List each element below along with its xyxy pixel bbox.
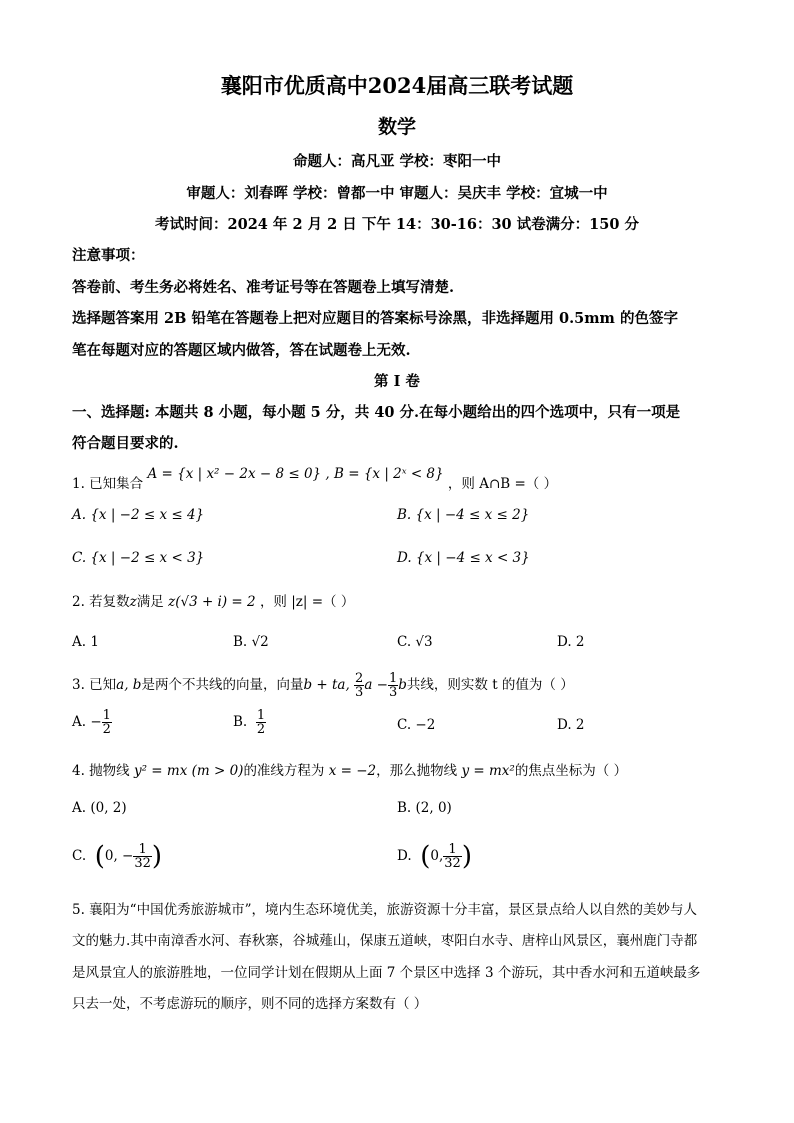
- section-1-line-1: 一、选择题: 本题共 8 小题，每小题 5 分，共 40 分.在每小题给出的四个选项中，只有一项是: [72, 404, 681, 421]
- question-4-stem: [72, 759, 627, 779]
- question-2-stem: [72, 590, 354, 610]
- q3-expr: b + ta,: [303, 677, 355, 693]
- q3-b-frac: $\frac{1}{2}$: [256, 708, 266, 737]
- part-heading: 第 I 卷: [374, 373, 420, 390]
- subject-title: 数学: [377, 116, 416, 138]
- q3-option-a: A. − $\frac{1}{2}$: [72, 708, 111, 737]
- q1-option-b: B. {x | −4 ≤ x ≤ 2}: [397, 507, 530, 523]
- q2-suffix: ，则 |z| =（ ）: [259, 594, 355, 610]
- q3-frac-1: $\frac{2}{3}$: [355, 671, 364, 700]
- notice-heading: 注意事项：: [72, 247, 145, 264]
- notice-item-1: 答卷前、考生务必将姓名、准考证号等在答题卷上填写清楚.: [72, 279, 455, 296]
- q2-z: z: [129, 594, 137, 610]
- q1-prefix: 1. 已知集合: [72, 476, 144, 492]
- notice-item-2a: 选择题答案用 2B 铅笔在答题卷上把对应题目的答案标号涂黑，非选择题用 0.5mm 的色签字: [72, 310, 678, 327]
- question-5-line-4: 只去一处，不考虑游玩的顺序，则不同的选择方案数有（ ）: [72, 996, 428, 1012]
- q3-option-c: C. −2: [397, 717, 436, 733]
- q3-option-b: B. $\frac{1}{2}$: [233, 708, 266, 737]
- q2-option-d: D. 2: [557, 634, 585, 650]
- q3-expr-mid: a −: [364, 677, 388, 693]
- q4-mid-2: ，那么抛物线: [376, 763, 458, 779]
- q1-option-a: A. {x | −2 ≤ x ≤ 4}: [72, 507, 205, 523]
- q2-expr: z(√3 + i) = 2: [168, 594, 256, 610]
- q4-expr-1: y² = mx (m > 0): [133, 763, 244, 779]
- q2-option-b: B. √2: [233, 634, 269, 650]
- q3-expr-end: b: [398, 677, 407, 693]
- exam-time-line: 考试时间：2024 年 2 月 2 日 下午 14：30-16：30 试卷满分：150 分: [155, 216, 639, 233]
- q4-suffix: 的焦点坐标为（ ）: [514, 763, 628, 779]
- q2-option-c: C. √3: [397, 634, 433, 650]
- question-1-stem: [72, 466, 558, 492]
- q2-mid: 满足: [136, 594, 164, 610]
- reviewer-line: 审题人：刘春晖 学校：曾都一中 审题人：吴庆丰 学校：宜城一中: [186, 185, 608, 202]
- question-3-stem: [72, 672, 574, 699]
- q2-option-a: A. 1: [72, 634, 99, 650]
- q3-suffix: 共线，则实数 t 的值为（ ）: [406, 677, 574, 693]
- notice-item-2b: 笔在每题对应的答题区域内做答，答在试题卷上无效.: [72, 342, 411, 359]
- q1-set-b: , B = {x | 2ˣ < 8}: [325, 466, 444, 482]
- q4-option-a: A. (0, 2): [72, 800, 127, 816]
- q4-d-frac: $\frac{1}{32}$: [444, 842, 461, 871]
- q4-c-frac: $\frac{1}{32}$: [134, 842, 151, 871]
- q3-frac-2: $\frac{1}{3}$: [388, 671, 398, 700]
- q4-option-d: D. (0, $\frac{1}{32}$ ): [397, 841, 472, 872]
- q3-option-d: D. 2: [557, 717, 585, 733]
- q1-option-d: D. {x | −4 ≤ x < 3}: [397, 550, 530, 566]
- q4-option-b: B. (2, 0): [397, 800, 452, 816]
- exam-title: 襄阳市优质高中2024届高三联考试题: [220, 73, 574, 98]
- q3-prefix: 3. 已知: [72, 677, 117, 693]
- q4-prefix: 4. 抛物线: [72, 763, 130, 779]
- q4-expr-2: x = −2: [328, 763, 377, 779]
- q3-vectors: a, b: [116, 677, 142, 693]
- q2-prefix: 2. 若复数: [72, 594, 130, 610]
- question-5-line-3: 是风景宜人的旅游胜地，一位同学计划在假期从上面 7 个景区中选择 3 个游玩，其中香水河和五道峡最多: [72, 965, 701, 981]
- q4-expr-3: y = mx²: [461, 763, 515, 779]
- q1-option-c: C. {x | −2 ≤ x < 3}: [72, 550, 205, 566]
- setter-line: 命题人：高凡亚 学校：枣阳一中: [292, 153, 502, 170]
- q1-suffix: ，则 A∩B =（ ）: [447, 476, 558, 492]
- question-5-line-2: 文的魅力.其中南漳香水河、春秋寨，谷城薤山，保康五道峡，枣阳白水寺、唐梓山风景区，襄州鹿门寺都: [72, 933, 698, 949]
- q1-set-a: A = {x | x² − 2x − 8 ≤ 0}: [147, 466, 322, 482]
- q3-a-frac: $\frac{1}{2}$: [102, 708, 111, 737]
- q4-mid: 的准线方程为: [243, 763, 325, 779]
- question-5-line-1: 5. 襄阳为“中国优秀旅游城市”，境内生态环境优美，旅游资源十分丰富，景区景点给人以自然的美妙与人: [72, 902, 697, 918]
- q4-option-c: C. (0, − $\frac{1}{32}$ ): [72, 841, 163, 872]
- section-1-line-2: 符合题目要求的.: [72, 435, 179, 452]
- q3-mid: 是两个不共线的向量，向量: [141, 677, 304, 693]
